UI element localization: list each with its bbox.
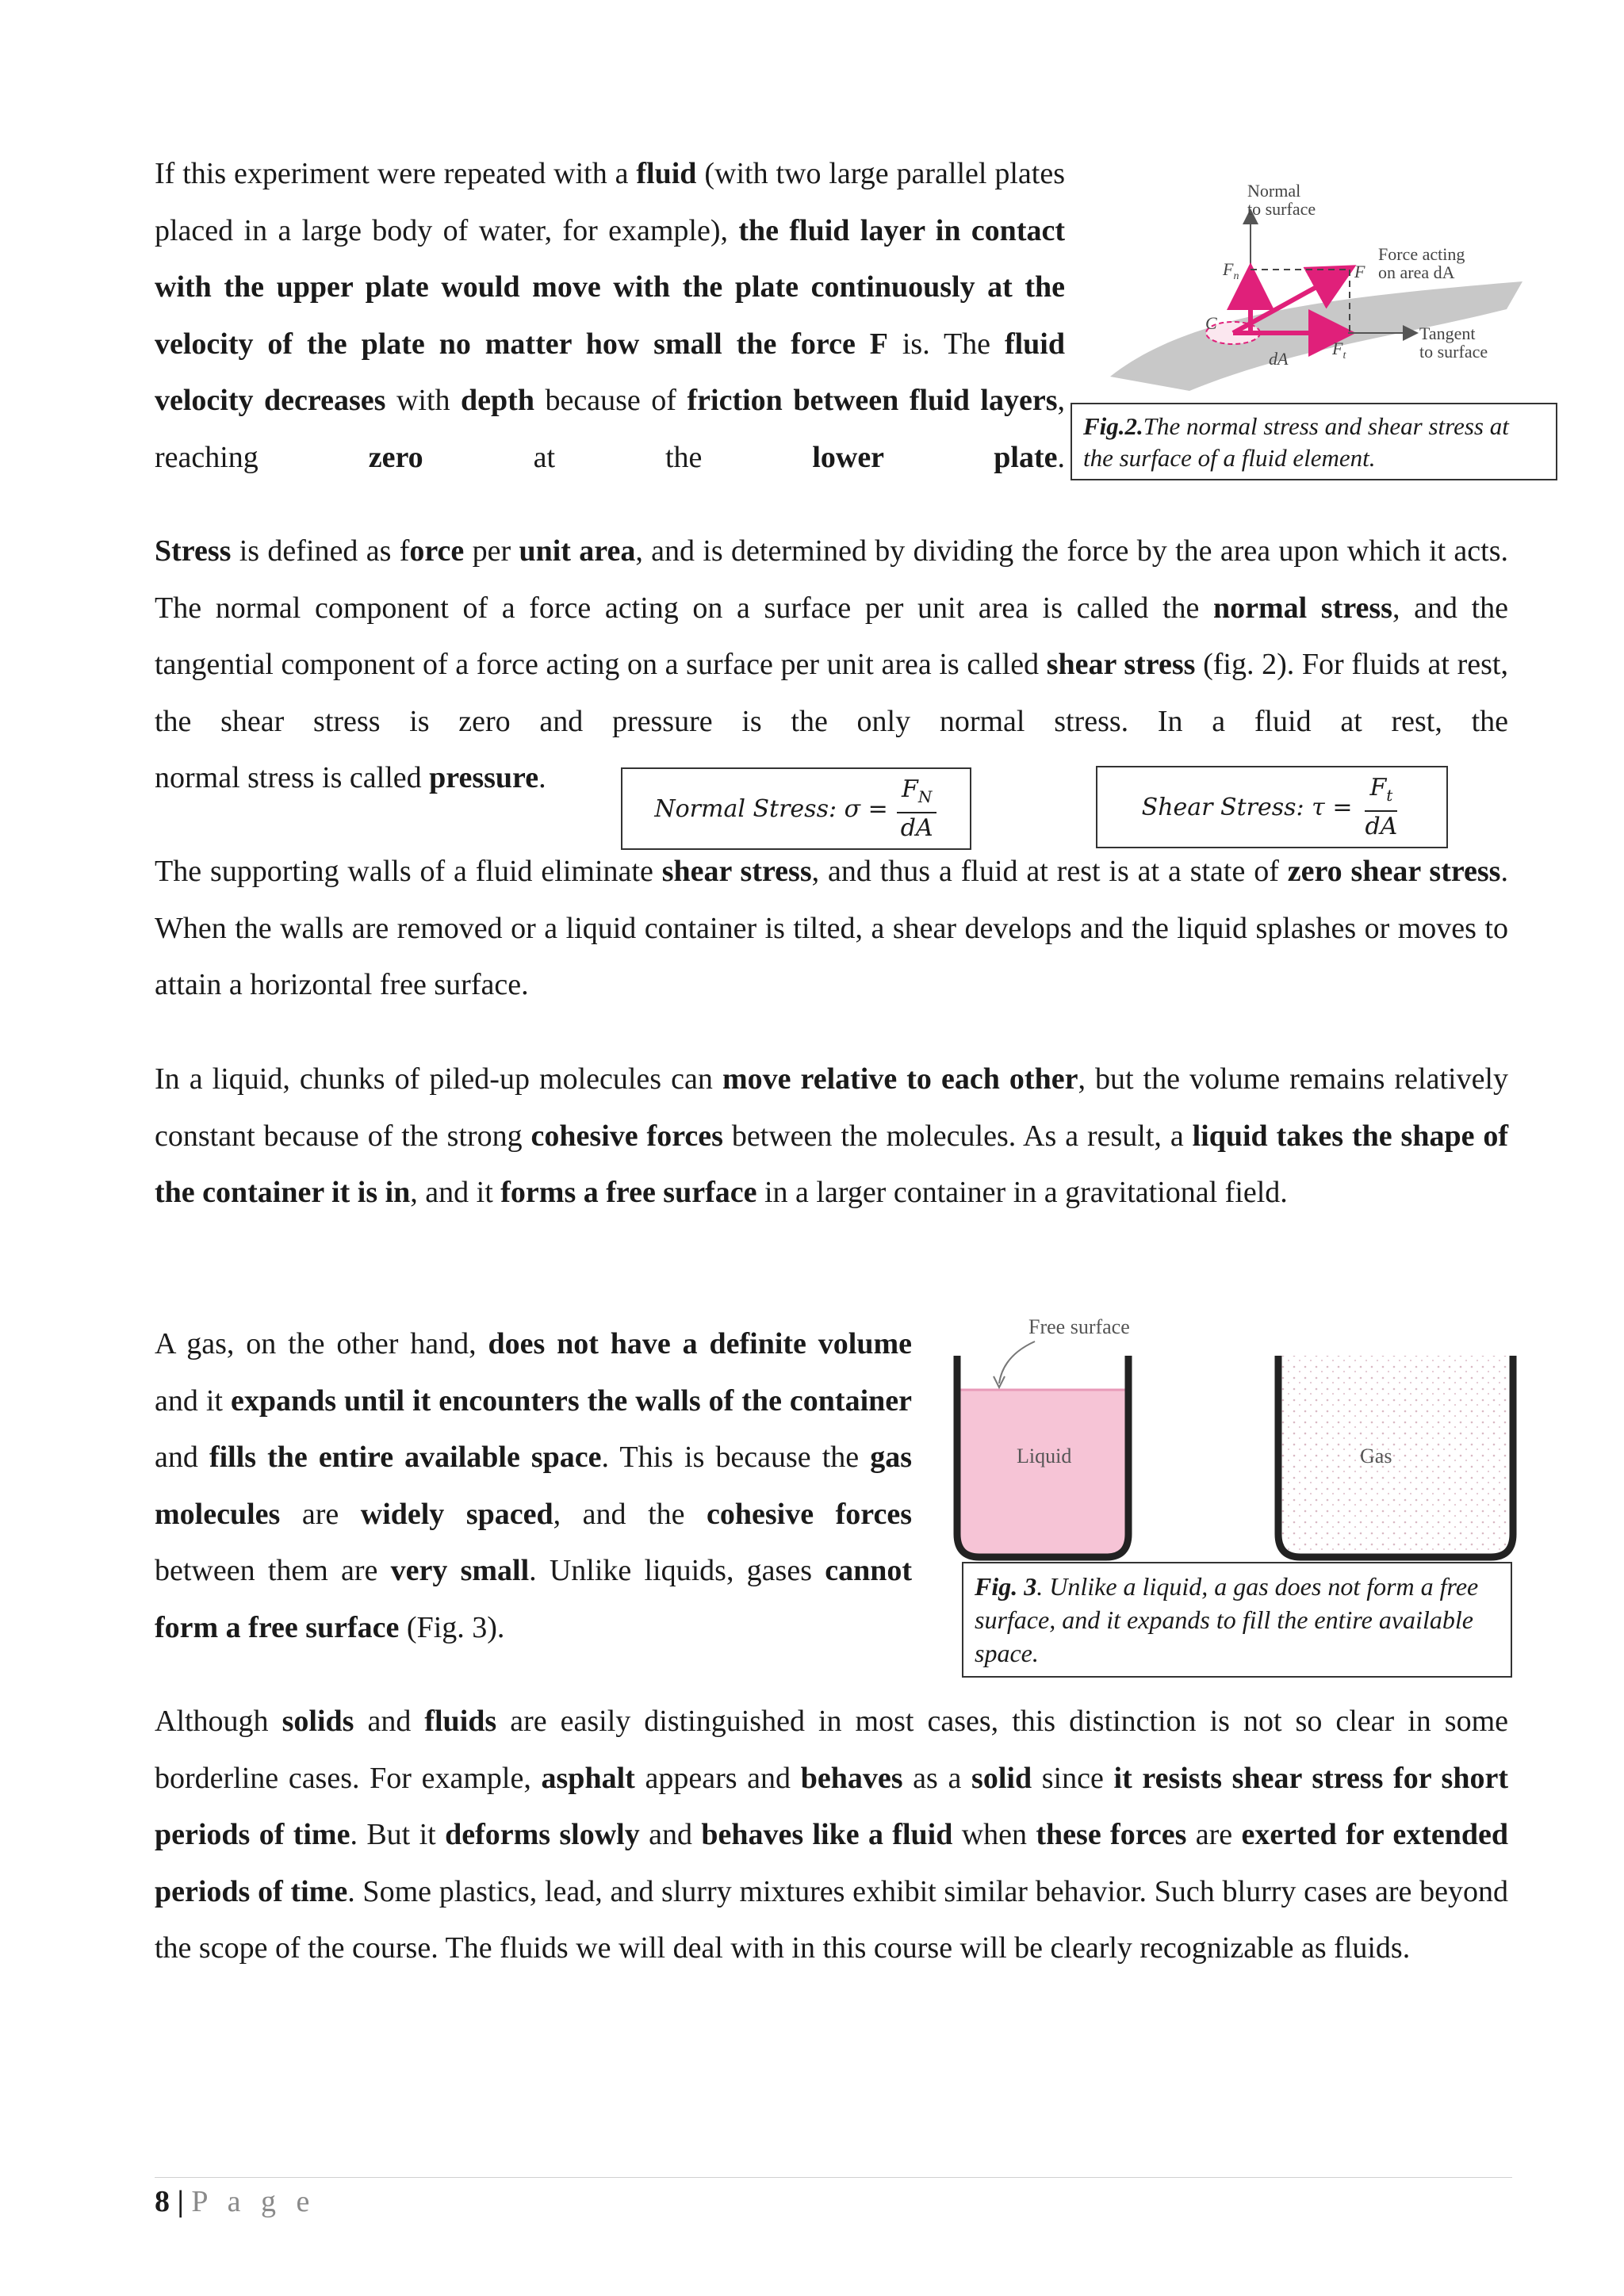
label-to-surface: to surface: [1247, 199, 1316, 219]
label-F: F: [1354, 262, 1365, 281]
footer-divider: [155, 2177, 1512, 2178]
label-Ft: $F_t$: [1332, 339, 1346, 362]
label-normal: Normal: [1247, 181, 1301, 201]
paragraph-supporting-walls: The supporting walls of a fluid eliminate shear stress, and thus a fluid at rest is at a state of zero shear stress. When the walls are removed or a liquid container is tilted, a shear develops and the liquid splashes or moves to attain a horizontal free surface.: [155, 855, 1508, 1001]
page-number: 8: [155, 2185, 170, 2218]
label-liquid: Liquid: [1017, 1445, 1072, 1468]
figure-3-caption: Fig. 3. Unlike a liquid, a gas does not form a free surface, and it expands to fill the entire available space.: [962, 1562, 1512, 1678]
shear-stress-equation: Shear Stress: τ = $\frac{F_t}{dA}$: [1096, 766, 1448, 848]
label-Fn: $F_n$: [1223, 259, 1239, 282]
label-free-surface: Free surface: [1028, 1315, 1130, 1338]
paragraph-stress-last-line: normal stress is called pressure.: [155, 761, 546, 794]
gas-fill: [1281, 1356, 1511, 1554]
paragraph-gas-behavior: A gas, on the other hand, does not have a definite volume and it expands until it encounters the walls of the container and fills the entire available space. This is because the gas molecules are widely spaced, and the cohesive forces between them are very small. Unlike liquids, gases cannot form a free surface (Fig. 3).: [155, 1327, 913, 1644]
label-force-acting: Force acting: [1378, 244, 1465, 264]
figure-2-stress-diagram: [1094, 178, 1522, 392]
paragraph-liquid-behavior: In a liquid, chunks of piled-up molecules can move relative to each other, but the volume remains relatively constant because of the strong cohesive forces between the molecules. As a result, a liquid takes the shape of the container it is in, and it forms a free surface in a larger container in a gravitational field.: [155, 1062, 1509, 1209]
page-word: P a g e: [191, 2185, 316, 2218]
page-separator: |: [177, 2185, 184, 2218]
label-gas: Gas: [1360, 1445, 1392, 1468]
liquid-fill: [959, 1390, 1126, 1554]
label-tangent: Tangent: [1419, 323, 1476, 343]
label-to-surface-2: to surface: [1419, 342, 1488, 362]
label-dA: dA: [1269, 349, 1289, 369]
label-on-area: on area dA: [1378, 262, 1455, 282]
label-C: C: [1205, 313, 1217, 333]
figure-2-caption: Fig.2.The normal stress and shear stress at the surface of a fluid element.: [1071, 403, 1557, 480]
paragraph-solids-vs-fluids: Although solids and fluids are easily distinguished in most cases, this distinction is not so clear in some borderline cases. For example, asphalt appears and behaves as a solid since it resists shear stress for short periods of time. But it deforms slowly and behaves like a fluid when these forces are exerted for extended periods of time. Some plastics, lead, and slurry mixtures exhibit similar behavior. Such blurry cases are beyond the scope of the course. The fluids we will deal with in this course will be clearly recognizable as fluids.: [155, 1705, 1508, 1965]
paragraph-stress-definition: Stress is defined as force per unit area, and is determined by dividing the force by the area upon which it acts. The normal component of a force acting on a surface per unit area is called the normal stress, and the tangential component of a force acting on a surface per unit area is called shear stress (fig. 2). For fluids at rest, the shear stress is zero and pressure is the only normal stress. In a fluid at rest, the: [155, 534, 1509, 738]
normal-stress-equation: Normal Stress: σ = $\frac{F_N}{dA}$: [621, 767, 971, 850]
paragraph-fluid-experiment: If this experiment were repeated with a fluid (with two large parallel plates placed in a large body of water, for example), the fluid layer in contact with the upper plate would move with the plate continuously at the velocity of the plate no matter how small the force F is. The fluid velocity decreases with depth because of friction between fluid layers, reaching zero at the lower plate.: [155, 157, 1066, 474]
figure-3-liquid-gas-containers: [948, 1308, 1519, 1562]
page-footer: [155, 2182, 316, 2221]
